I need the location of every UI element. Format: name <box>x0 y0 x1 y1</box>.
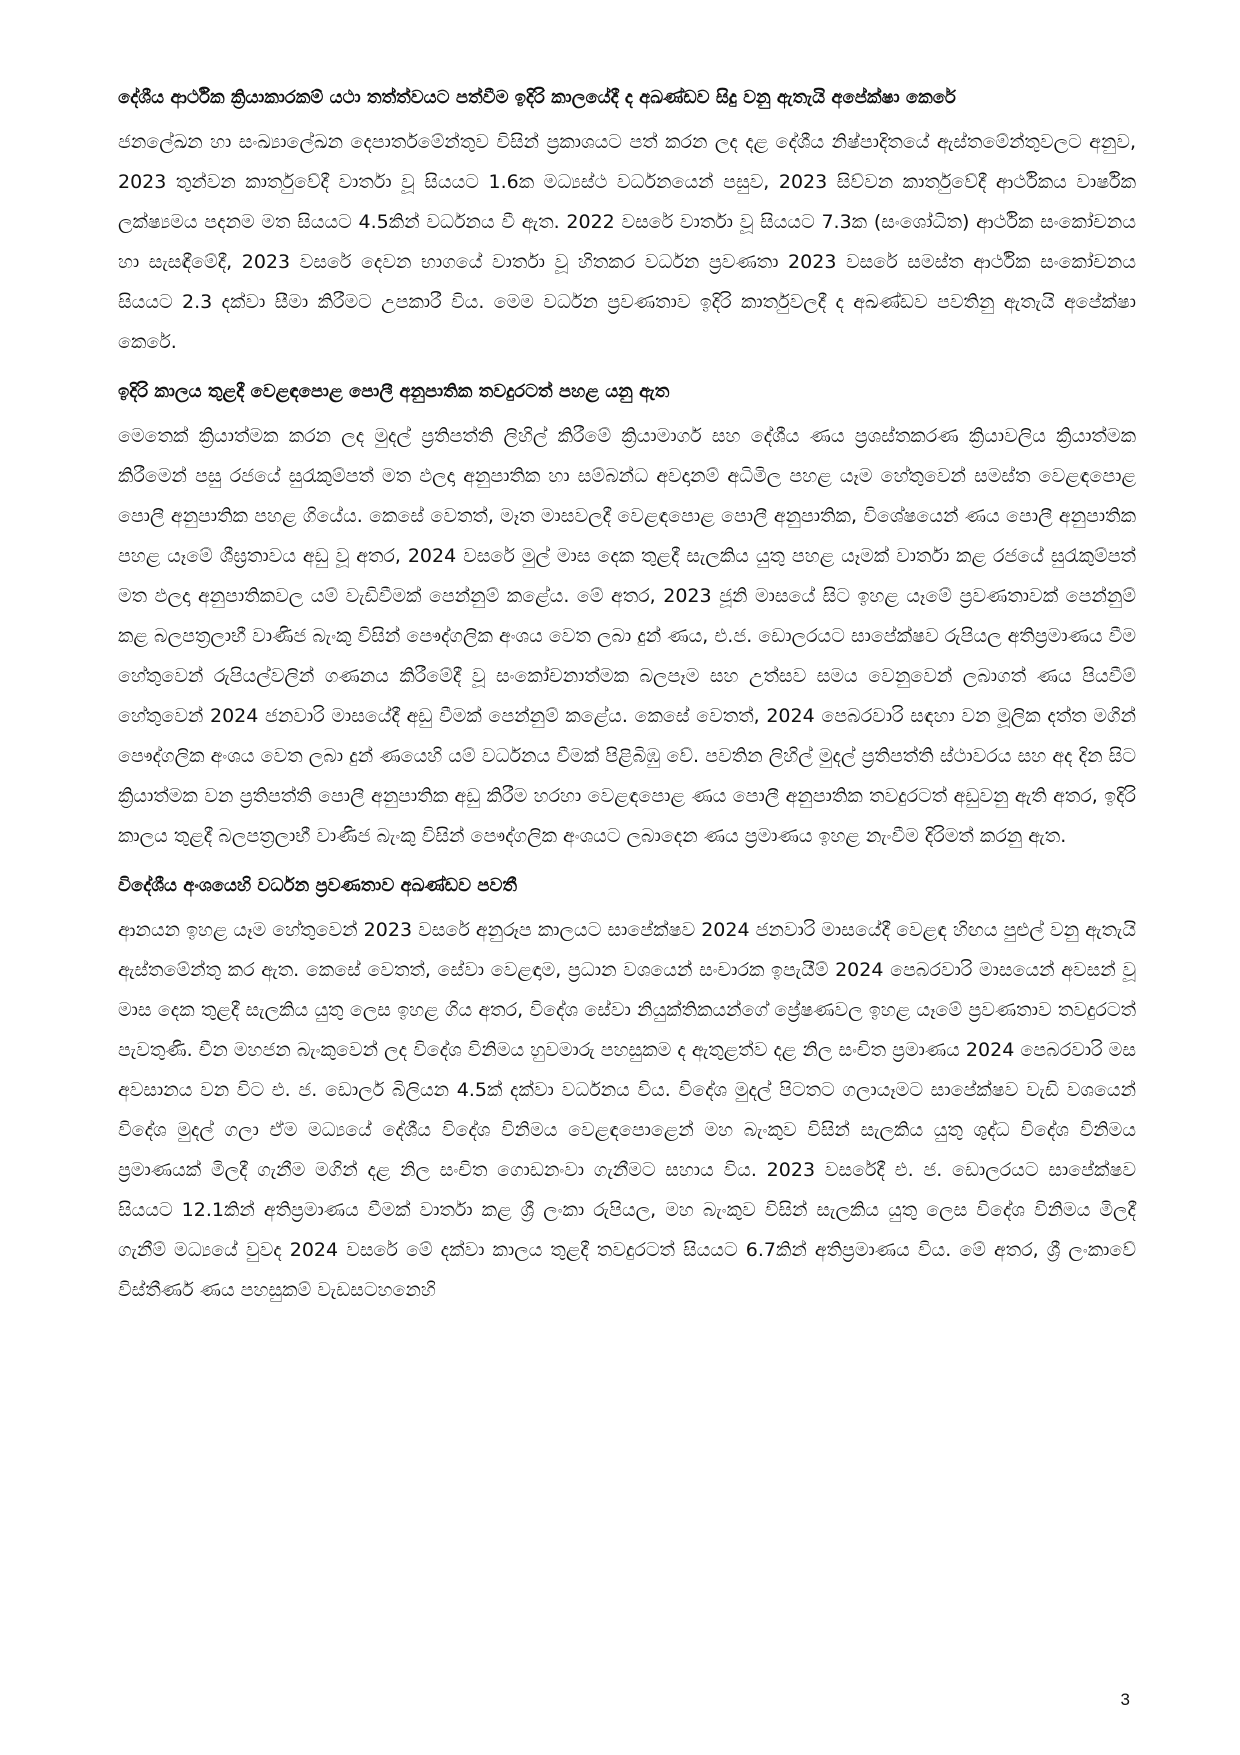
section-heading-domestic-economy: දේශීය ආර්ථික ක්‍රියාකාරකම් යථා තත්ත්වයට පත්වීම ඉදිරි කාලයේදී ද අඛණ්ඩව සිදු වනු ඇතැයි අපේක්ෂා කෙරේ <box>118 87 956 108</box>
section-heading-external-sector: විදේශීය අංශයෙහි වර්ධන ප්‍රවණතාව අඛණ්ඩව පවතී <box>118 875 518 896</box>
page-number: 3 <box>1120 1690 1130 1709</box>
document-page <box>118 78 1136 1320</box>
section-heading-interest-rates: ඉදිරි කාලය තුළදී වෙළඳපොළ පොලී අනුපාතික තවදුරටත් පහළ යනු ඇත <box>118 381 670 402</box>
section-body-domestic-economy: ජනලේඛන හා සංඛ්‍යාලේඛන දෙපාර්තමේන්තුව විසින් ප්‍රකාශයට පත් කරන ලද දළ දේශීය නිෂ්පාදිතයේ ඇස්තමේන්තුවලට අනුව, 2023 තුන්වන කාර්තුවේදී වාර්තා වූ සියයට 1.6ක මධ්‍යස්ථ වර්ධනයෙන් පසුව, 2023 සිව්වන කාර්තුවේදී ආර්ථිකය වාර්ෂික ලක්ෂ්‍යමය පදනම මත සියයට 4.5කින් වර්ධනය වී ඇත. 2022 වසරේ වාර්තා වූ සියයට 7.3ක (සංශෝධිත) ආර්ථික සංකෝචනය හා සැසඳීමේදී, 2023 වසරේ දෙවන භාගයේ වාර්තා වූ හිතකර වර්ධන ප්‍රවණතා 2023 වසරේ සමස්ත ආර්ථික සංකෝචනය සියයට 2.3 දක්වා සීමා කිරීමට උපකාරී විය. මෙම වර්ධන ප්‍රවණතාව ඉදිරි කාර්තුවලදී ද අඛණ්ඩව පවතිනු ඇතැයි අපේක්ෂා කෙරේ. <box>118 131 1136 353</box>
section-body-interest-rates: මෙතෙක් ක්‍රියාත්මක කරන ලද මුදල් ප්‍රතිපත්ති ලිහිල් කිරීමේ ක්‍රියාමාර්ග සහ දේශීය ණය ප්‍රශස්තකරණ ක්‍රියාවලිය ක්‍රියාත්මක කිරීමෙන් පසු රජයේ සුරැකුම්පත් මත ඵලදා අනුපාතික හා සම්බන්ධ අවදානම් අධිමිල පහළ යෑම හේතුවෙන් සමස්ත වෙළඳපොළ පොලී අනුපාතික පහළ ගියේය. කෙසේ වෙතත්, මෑත මාසවලදී වෙළඳපොළ පොලී අනුපාතික, විශේෂයෙන් ණය පොලී අනුපාතික පහළ යෑමේ ශීඝ්‍රතාවය අඩු වූ අතර, 2024 වසරේ මුල් මාස දෙක තුළදී සැලකිය යුතු පහළ යෑමක් වාර්තා කළ රජයේ සුරැකුම්පත් මත ඵලදා අනුපාතිකවල යම් වැඩිවීමක් පෙන්නුම් කළේය. මේ අතර, 2023 ජූනි මාසයේ සිට ඉහළ යෑමේ ප්‍රවණතාවක් පෙන්නුම් කළ බලපත්‍රලාභී වාණිජ බැංකු විසින් පෞද්ගලික අංශය වෙත ලබා දුන් ණය, එ.ජ. ඩොලරයට සාපේක්ෂව රුපියල අතිප්‍රමාණය වීම හේතුවෙන් රුපියල්වලින් ගණනය කිරීමේදී වූ සංකෝචනාත්මක බලපෑම සහ උත්සව සමය වෙනුවෙන් ලබාගත් ණය පියවීම් හේතුවෙන් 2024 ජනවාරි මාසයේදී අඩු වීමක් පෙන්නුම් කළේය. කෙසේ වෙතත්, 2024 පෙබරවාරි සඳහා වන මූලික දත්ත මගින් පෞද්ගලික අංශය වෙත ලබා දුන් ණයෙහි යම් වර්ධනය වීමක් පිළිබිඹු වේ. පවතින ලිහිල් මුදල් ප්‍රතිපත්ති ස්ථාවරය සහ අද දින සිට ක්‍රියාත්මක වන ප්‍රතිපත්ති පොලී අනුපාතික අඩු කිරීම හරහා වෙළඳපොළ ණය පොලී අනුපාතික තවදුරටත් අඩුවනු ඇති අතර, ඉදිරි කාලය තුළදී බලපත්‍රලාභී වාණිජ බැංකු විසින් පෞද්ගලික අංශයට ලබාදෙන ණය ප්‍රමාණය ඉහළ නැංවීම දිරිමත් කරනු ඇත. <box>118 425 1136 847</box>
section-body-external-sector: ආනයන ඉහළ යෑම හේතුවෙන් 2023 වසරේ අනුරූප කාලයට සාපේක්ෂව 2024 ජනවාරි මාසයේදී වෙළඳ හිඟය පුළුල් වනු ඇතැයි ඇස්තමේන්තු කර ඇත. කෙසේ වෙතත්, සේවා වෙළඳාම, ප්‍රධාන වශයෙන් සංචාරක ඉපැයීම් 2024 පෙබරවාරි මාසයෙන් අවසන් වූ මාස දෙක තුළදී සැලකිය යුතු ලෙස ඉහළ ගිය අතර, විදේශ සේවා නියුක්තිකයන්ගේ ප්‍රේෂණවල ඉහළ යෑමේ ප්‍රවණතාව තවදුරටත් පැවතුණි. චීන මහජන බැංකුවෙන් ලද විදේශ විනිමය හුවමාරු පහසුකම ද ඇතුළත්ව දළ නිල සංචිත ප්‍රමාණය 2024 පෙබරවාරි මස අවසානය වන විට එ. ජ. ඩොලර් බිලියන 4.5ක් දක්වා වර්ධනය විය. විදේශ මුදල් පිටතට ගලායෑමට සාපේක්ෂව වැඩි වශයෙන් විදේශ මුදල් ගලා ඒම මධ්‍යයේ දේශීය විදේශ විනිමය වෙළඳපොළෙන් මහ බැංකුව විසින් සැලකිය යුතු ශුද්ධ විදේශ විනිමය ප්‍රමාණයක් මිලදී ගැනීම මගින් දළ නිල සංචිත ගොඩනංවා ගැනීමට සහාය විය. 2023 වසරේදී එ. ජ. ඩොලරයට සාපේක්ෂව සියයට 12.1කින් අතිප්‍රමාණය වීමක් වාර්තා කළ ශ්‍රී ලංකා රුපියල, මහ බැංකුව විසින් සැලකිය යුතු ලෙස විදේශ විනිමය මිලදී ගැනීම් මධ්‍යයේ වුවද 2024 වසරේ මේ දක්වා කාලය තුළදී තවදුරටත් සියයට 6.7කින් අතිප්‍රමාණය විය. මේ අතර, ශ්‍රී ලංකාවේ විස්තීර්ණ ණය පහසුකම් වැඩසටහනෙහි <box>118 919 1136 1301</box>
